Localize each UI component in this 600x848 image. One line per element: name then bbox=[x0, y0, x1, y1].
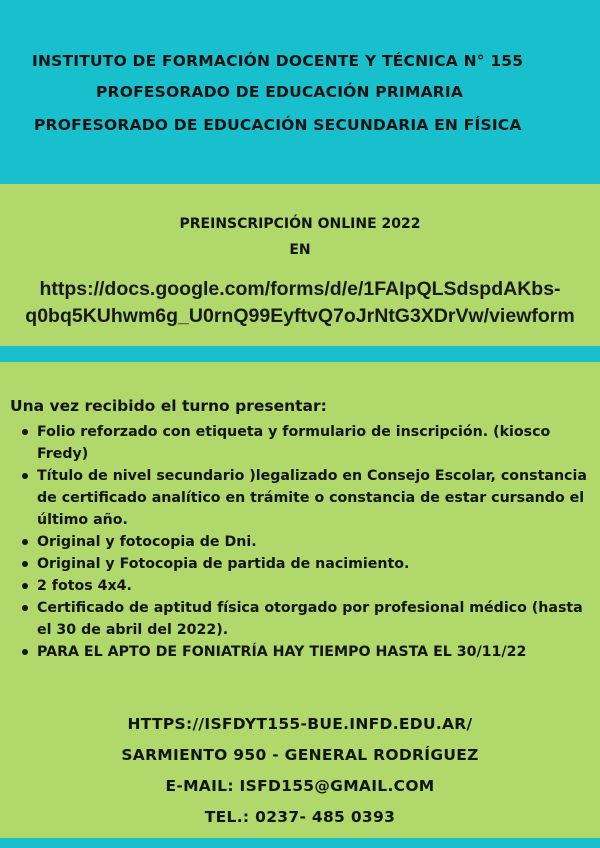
bullet-icon bbox=[22, 649, 28, 655]
bullet-icon bbox=[22, 605, 28, 611]
program-secondary-physics: PROFESORADO DE EDUCACIÓN SECUNDARIA EN FÍSICA bbox=[34, 116, 522, 134]
requirement-text: PARA EL APTO DE FONIATRÍA HAY TIEMPO HASTA EL 30/11/22 bbox=[37, 644, 527, 660]
form-url-line-2: q0bq5KUhwm6g_U0rnQ99EyftvQ7oJrNtG3XDrVw/viewform bbox=[25, 305, 575, 327]
list-item bbox=[20, 641, 590, 663]
bullet-icon bbox=[22, 561, 28, 567]
requirement-text: Certificado de aptitud física otorgado por profesional médico (hasta el 30 de abril del 2022). bbox=[37, 600, 583, 638]
requirement-text: Título de nivel secundario )legalizado en Consejo Escolar, constancia de certificado analítico en trámite o constancia de estar cursando el último año. bbox=[37, 468, 587, 528]
requirement-text: Folio reforzado con etiqueta y formulario de inscripción. (kiosco Fredy) bbox=[37, 424, 551, 462]
preinscription-en: EN bbox=[289, 242, 311, 258]
preinscription-heading: PREINSCRIPCIÓN ONLINE 2022 bbox=[179, 216, 421, 232]
requirement-text: Original y Fotocopia de partida de nacimiento. bbox=[37, 556, 410, 572]
website-link[interactable]: HTTPS://ISFDYT155-BUE.INFD.EDU.AR/ bbox=[127, 715, 473, 733]
bullet-icon bbox=[22, 473, 28, 479]
institute-title: INSTITUTO DE FORMACIÓN DOCENTE Y TÉCNICA N° 155 bbox=[32, 52, 524, 70]
requirements-list bbox=[20, 421, 590, 663]
divider-band bbox=[0, 346, 600, 362]
list-item bbox=[20, 531, 590, 553]
list-item bbox=[20, 465, 590, 531]
program-primary: PROFESORADO DE EDUCACIÓN PRIMARIA bbox=[96, 83, 464, 101]
requirement-text: 2 fotos 4x4. bbox=[37, 578, 132, 594]
list-item bbox=[20, 421, 590, 465]
email-link[interactable]: E-MAIL: ISFD155@GMAIL.COM bbox=[165, 777, 435, 795]
requirement-text: Original y fotocopia de Dni. bbox=[37, 534, 257, 550]
phone-text: TEL.: 0237- 485 0393 bbox=[204, 808, 396, 826]
bullet-icon bbox=[22, 539, 28, 545]
bullet-icon bbox=[22, 583, 28, 589]
list-item bbox=[20, 597, 590, 641]
bullet-icon bbox=[22, 429, 28, 435]
list-item bbox=[20, 553, 590, 575]
form-url-line-1: https://docs.google.com/forms/d/e/1FAIpQLSdspdAKbs- bbox=[39, 278, 561, 300]
address-text: SARMIENTO 950 - GENERAL RODRÍGUEZ bbox=[121, 746, 479, 764]
footer-band bbox=[0, 838, 600, 848]
requirements-title: Una vez recibido el turno presentar: bbox=[10, 397, 327, 415]
list-item bbox=[20, 575, 590, 597]
